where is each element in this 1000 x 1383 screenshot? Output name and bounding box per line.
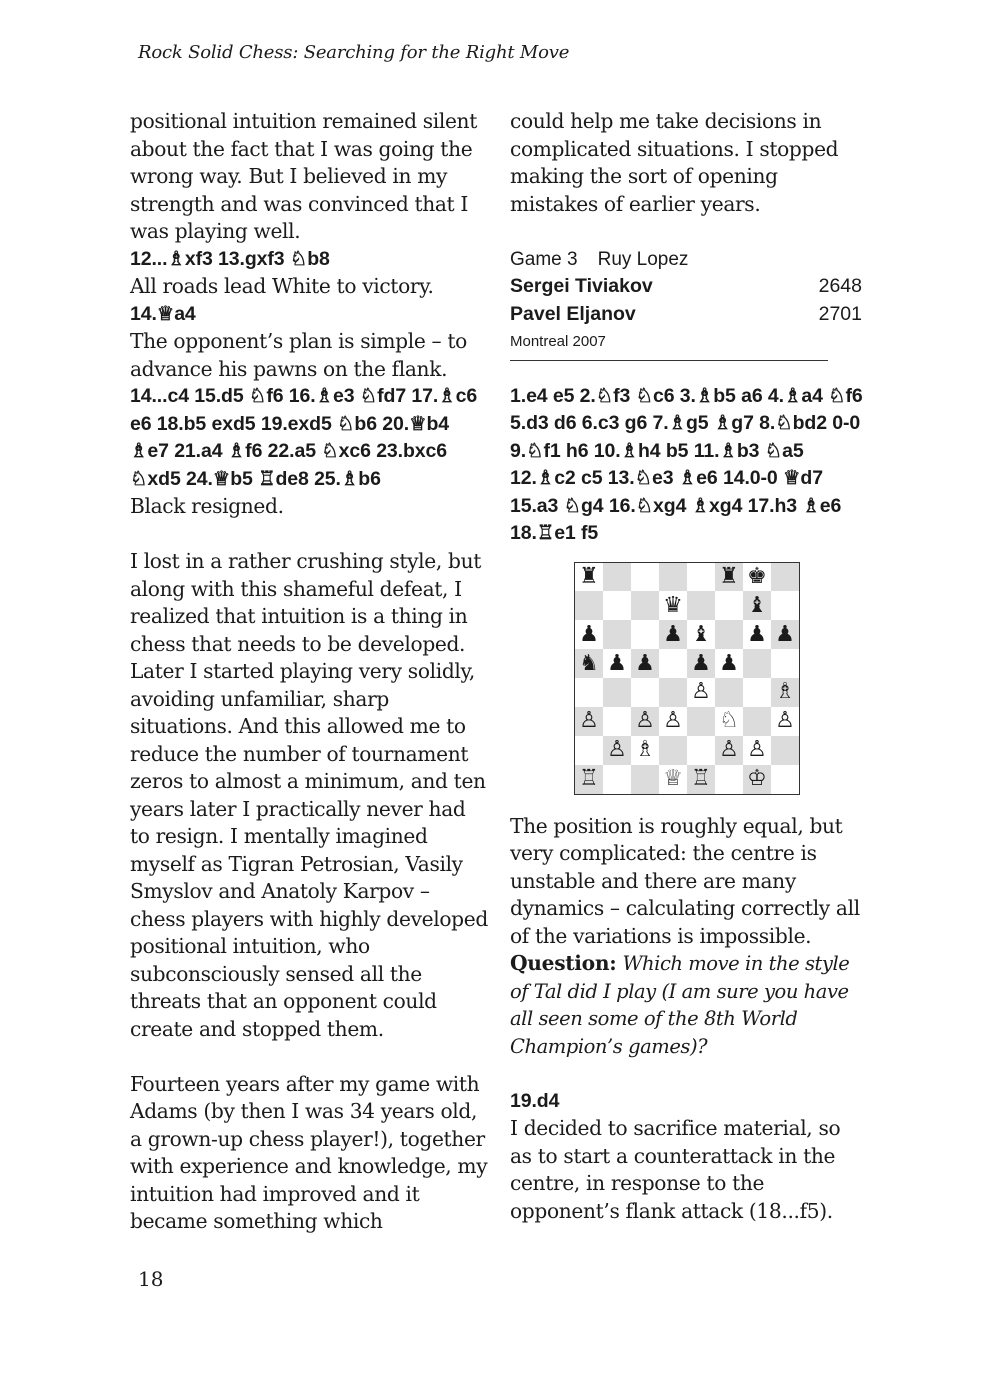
move-text: 19.d4 — [510, 1089, 560, 1112]
chess-piece: ♔ — [747, 766, 767, 792]
board-square — [715, 563, 743, 592]
chess-piece: ♙ — [635, 708, 655, 734]
board-square — [631, 678, 659, 707]
board-square — [575, 563, 603, 592]
player-white — [510, 273, 862, 301]
board-square — [603, 678, 631, 707]
chess-piece: ♘ — [719, 708, 739, 734]
chess-piece: ♜ — [579, 563, 599, 589]
board-square — [771, 678, 799, 707]
player-rating: 2648 — [818, 275, 862, 297]
board-square — [631, 765, 659, 794]
board-square — [603, 563, 631, 592]
board-square — [687, 736, 715, 765]
paragraph: positional intuition remained silent about the fact that I was going the wrong way. But I believed in my strength and was convinced that I was playing well. — [130, 109, 477, 243]
chess-piece: ♛ — [663, 592, 683, 618]
chess-piece: ♙ — [719, 737, 739, 763]
player-name: Pavel Eljanov — [510, 302, 636, 325]
board-square — [603, 591, 631, 620]
venue: Montreal 2007 — [510, 333, 606, 350]
chess-piece: ♙ — [691, 679, 711, 705]
board-square — [687, 678, 715, 707]
board-square — [743, 736, 771, 765]
chess-piece: ♙ — [775, 708, 795, 734]
board-square — [687, 620, 715, 649]
chess-piece: ♚ — [747, 563, 767, 589]
board-square — [687, 563, 715, 592]
board-square — [771, 736, 799, 765]
board-square — [715, 649, 743, 678]
chess-piece: ♜ — [719, 563, 739, 589]
chess-piece: ♟ — [663, 621, 683, 647]
page-number: 18 — [138, 1267, 164, 1291]
board-square — [743, 591, 771, 620]
chess-piece: ♙ — [579, 708, 599, 734]
board-square — [771, 649, 799, 678]
board-square — [603, 707, 631, 736]
chess-piece: ♝ — [747, 592, 767, 618]
move-text: 14.♕a4 — [130, 302, 196, 325]
board-square — [771, 707, 799, 736]
board-square — [743, 678, 771, 707]
paragraph: could help me take decisions in complicated situations. I stopped making the sort of opening mistakes of earlier years. — [510, 109, 839, 216]
board-square — [631, 563, 659, 592]
board-square — [687, 591, 715, 620]
board-square — [603, 765, 631, 794]
board-square — [575, 649, 603, 678]
paragraph: The opponent’s plan is simple – to advance his pawns on the flank. — [130, 329, 467, 381]
game-heading — [510, 246, 865, 274]
chess-piece: ♙ — [663, 708, 683, 734]
paragraph: I lost in a rather crushing style, but along with this shameful defeat, I realized that intuition is a thing in chess that needs to be developed. Later I started playing very solidly, avoiding unfamiliar, sharp situations. And this allowed me to reduce the number of tournament zeros to almost a minimum, and ten years later I practically never had to resign. I mentally imagined myself as Tigran Petrosian, Vasily Smyslov and Anatoly Karpov – chess players with highly developed positional intuition, who subconsciously sensed all the threats that an opponent could create and stopped them. — [130, 549, 488, 1041]
board-square — [771, 765, 799, 794]
chess-piece: ♟ — [579, 621, 599, 647]
board-square — [771, 620, 799, 649]
board-square — [575, 707, 603, 736]
board-square — [603, 649, 631, 678]
board-square — [743, 765, 771, 794]
board-square — [771, 563, 799, 592]
board-square — [743, 563, 771, 592]
board-square — [659, 649, 687, 678]
board-square — [687, 649, 715, 678]
paragraph: I decided to sacrifice material, so as to start a counterattack in the centre, in response to the opponent’s flank attack (18...f5). — [510, 1116, 841, 1223]
chess-board — [574, 562, 800, 795]
player-rating: 2701 — [818, 302, 862, 325]
board-square — [659, 678, 687, 707]
game-label: Game 3 — [510, 248, 578, 270]
board-square — [659, 736, 687, 765]
board-square — [715, 591, 743, 620]
board-square — [743, 707, 771, 736]
right-column — [510, 108, 865, 1225]
question-text: Which move in the style of Tal did I play (I am sure you have all seen some of the 8th World Champion’s games)? — [510, 952, 850, 1058]
board-square — [743, 649, 771, 678]
opening-name: Ruy Lopez — [597, 248, 689, 270]
move-text: 14...c4 15.d5 ♘f6 16.♗e3 ♘fd7 17.♗c6 e6 18.b5 exd5 19.exd5 ♘b6 20.♕b4 ♗e7 21.a4 ♗f6 22.a5 ♘xc6 23.bxc6 ♘xd5 24.♕b5 ♖de8 25.♗b6 — [130, 385, 478, 490]
board-square — [743, 620, 771, 649]
board-square — [771, 591, 799, 620]
board-square — [631, 649, 659, 678]
board-square — [715, 765, 743, 794]
board-square — [659, 591, 687, 620]
chess-piece: ♟ — [775, 621, 795, 647]
board-square — [659, 765, 687, 794]
chess-piece: ♟ — [635, 650, 655, 676]
board-square — [715, 620, 743, 649]
chess-piece: ♙ — [747, 737, 767, 763]
chess-piece: ♗ — [635, 737, 655, 763]
move-text: 12...♗xf3 13.gxf3 ♘b8 — [130, 247, 330, 270]
board-square — [575, 678, 603, 707]
chess-diagram — [574, 562, 865, 795]
chess-piece: ♟ — [691, 650, 711, 676]
board-square — [715, 707, 743, 736]
board-square — [715, 678, 743, 707]
board-square — [575, 591, 603, 620]
board-square — [603, 736, 631, 765]
board-square — [659, 563, 687, 592]
board-square — [687, 765, 715, 794]
player-name: Sergei Tiviakov — [510, 275, 653, 297]
board-square — [631, 736, 659, 765]
chess-piece: ♟ — [747, 621, 767, 647]
board-square — [631, 591, 659, 620]
divider — [510, 360, 828, 361]
question — [510, 950, 865, 1060]
paragraph: Black resigned. — [130, 494, 284, 518]
chess-piece: ♟ — [607, 650, 627, 676]
running-head: Rock Solid Chess: Searching for the Right Move — [138, 42, 570, 63]
paragraph: Fourteen years after my game with Adams (by then I was 34 years old, a grown-up chess player!), together with experience and knowledge, my intuition had improved and it became something which — [130, 1071, 488, 1233]
chess-piece: ♝ — [691, 621, 711, 647]
board-square — [631, 707, 659, 736]
chess-piece: ♙ — [607, 737, 627, 763]
chess-piece: ♞ — [579, 650, 599, 676]
board-square — [631, 620, 659, 649]
board-square — [687, 707, 715, 736]
board-square — [575, 765, 603, 794]
paragraph: The position is roughly equal, but very complicated: the centre is unstable and there are many dynamics – calculating correctly all of the variations is impossible. — [510, 813, 860, 948]
player-black — [510, 301, 862, 329]
left-column — [130, 108, 490, 1236]
chess-piece: ♕ — [663, 766, 683, 792]
board-square — [575, 736, 603, 765]
board-square — [659, 620, 687, 649]
move-text: 1.e4 e5 2.♘f3 ♘c6 3.♗b5 a6 4.♗a4 ♘f6 5.d3 d6 6.c3 g6 7.♗g5 ♗g7 8.♘bd2 0-0 9.♘f1 h6 10.♗h4 b5 11.♗b3 ♘a5 12.♗c2 c5 13.♘e3 ♗e6 14.0-0 ♕d7 15.a3 ♘g4 16.♘xg4 ♗xg4 17.h3 ♗e6 18.♖e1 f5 — [510, 384, 863, 544]
chess-piece: ♗ — [775, 679, 795, 705]
chess-piece: ♟ — [719, 650, 739, 676]
board-square — [659, 707, 687, 736]
chess-piece: ♖ — [579, 766, 599, 792]
board-square — [715, 736, 743, 765]
chess-piece: ♖ — [691, 766, 711, 792]
question-label: Question: — [510, 951, 617, 975]
board-square — [603, 620, 631, 649]
paragraph: All roads lead White to victory. — [130, 274, 434, 298]
board-square — [575, 620, 603, 649]
